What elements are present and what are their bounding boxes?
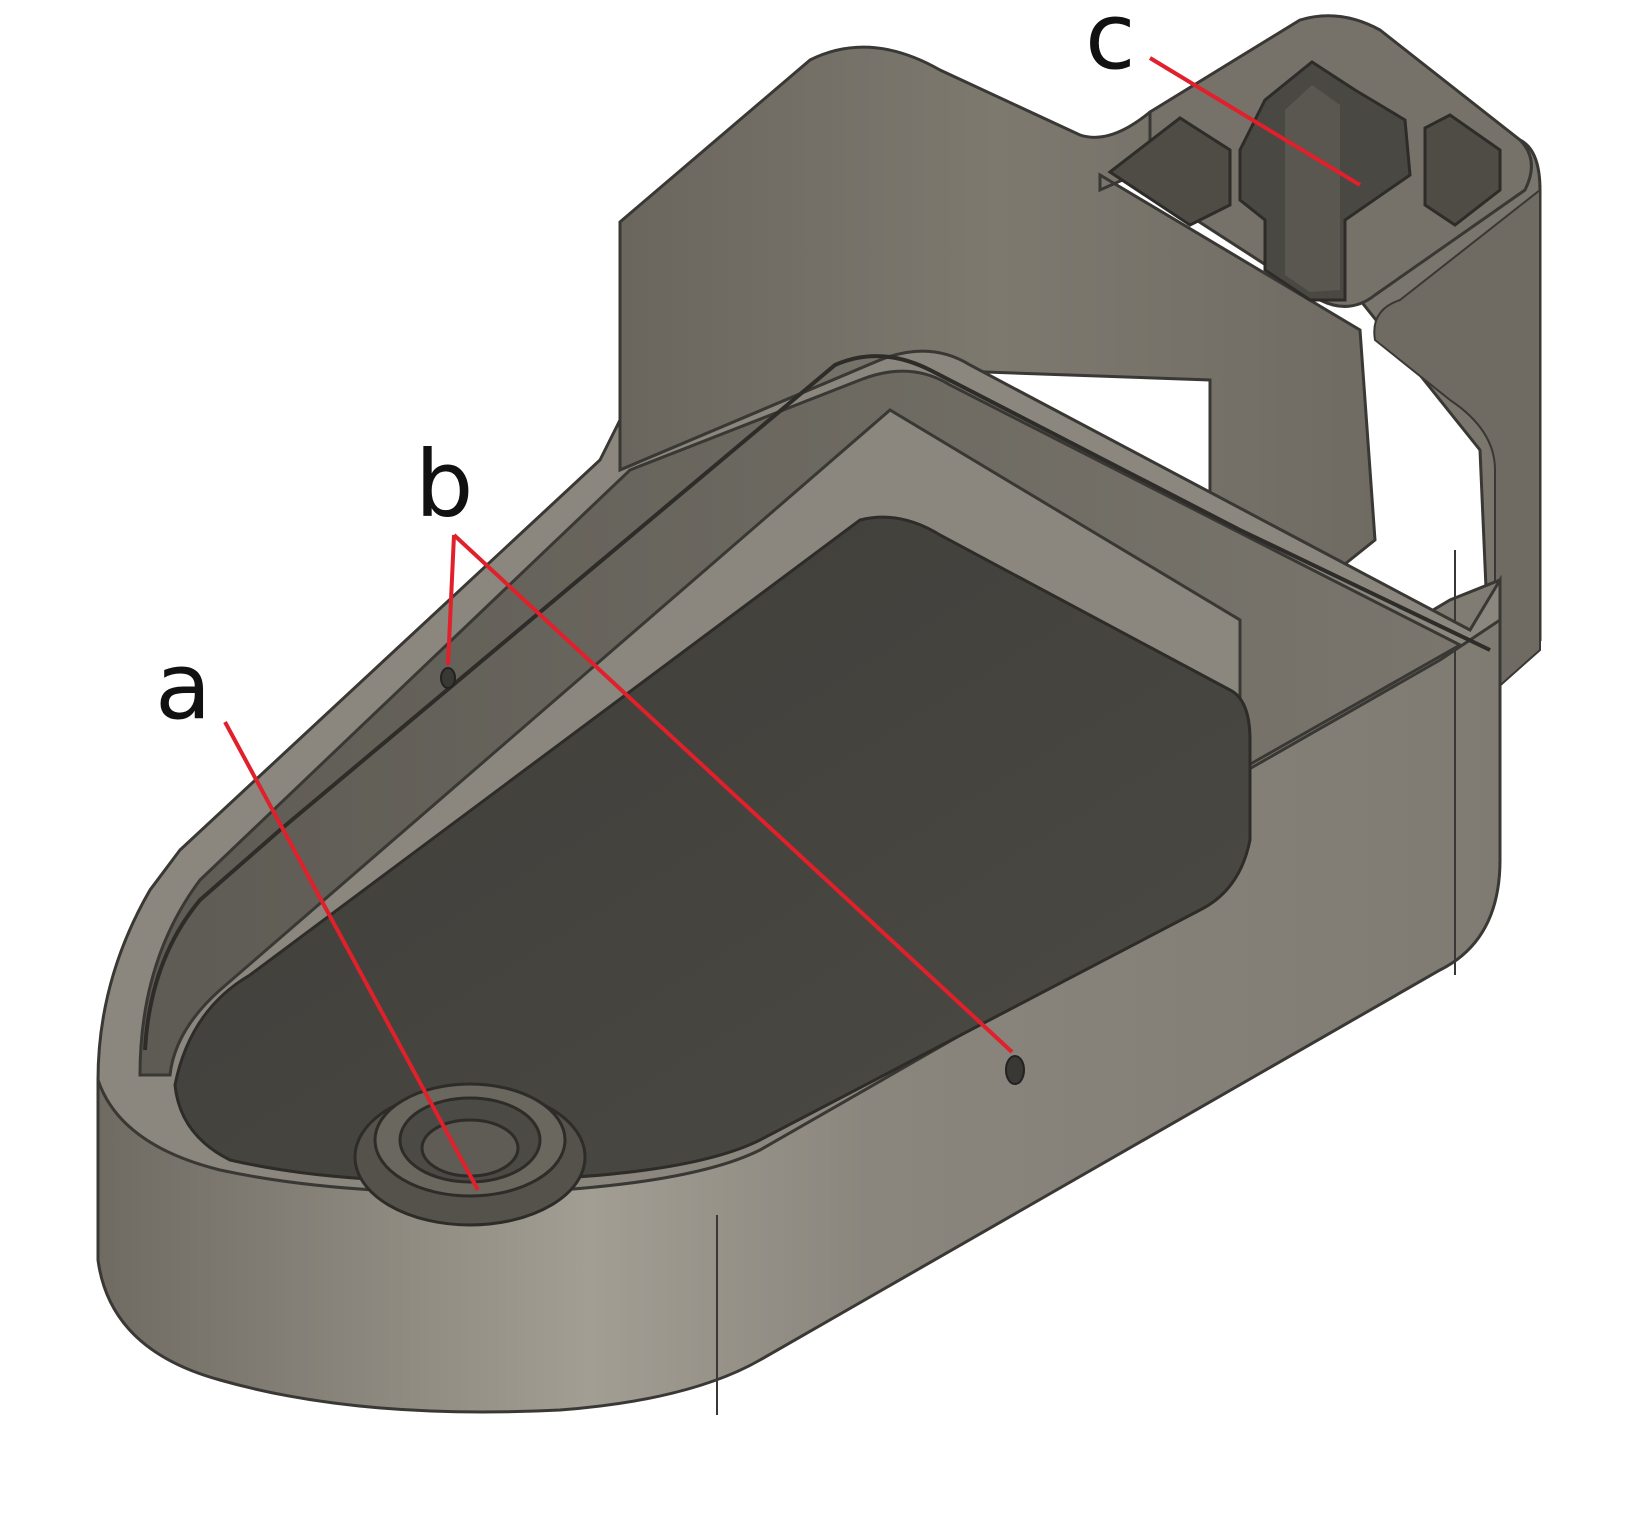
callout-b-label: b	[415, 431, 474, 538]
boss-hole	[422, 1120, 518, 1176]
side-hole-1	[441, 668, 455, 688]
side-hole-2	[1006, 1056, 1024, 1084]
callout-a-label: a	[155, 633, 212, 740]
callout-c-label: c	[1085, 0, 1136, 90]
slot-center-inner	[1285, 85, 1340, 292]
tray-part	[98, 16, 1540, 1415]
